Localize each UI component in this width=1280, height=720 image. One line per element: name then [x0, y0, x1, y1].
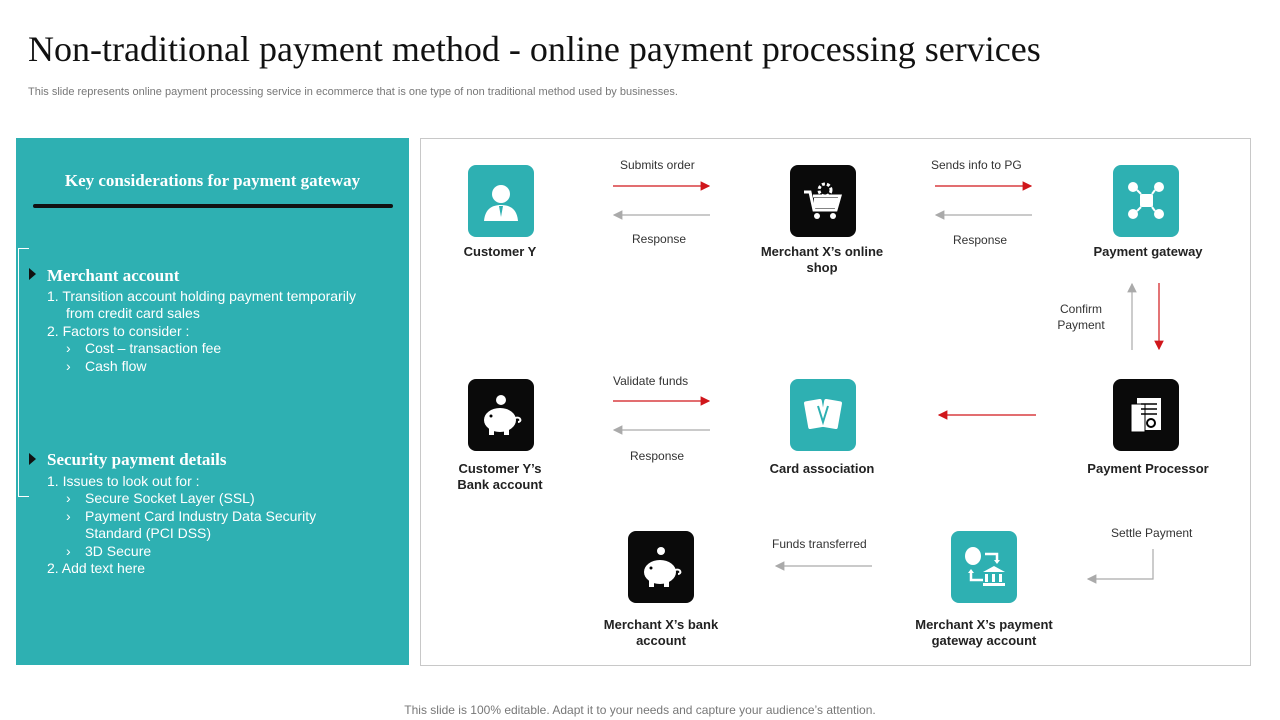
node-label-payment-gateway: Payment gateway [1093, 244, 1203, 259]
edge-label-response: Response [632, 232, 687, 246]
payment-gateway-icon [1113, 165, 1179, 237]
node-label-merchant-bank-line2: account [636, 633, 686, 648]
list-item: Payment Card Industry Data Security [85, 508, 317, 524]
node-label-customer-bank-line1: Customer Y’s [458, 461, 542, 476]
panel-heading: Key considerations for payment gateway [64, 171, 361, 190]
node-label-gateway-account [909, 617, 1059, 649]
section-title-security-payment: Security payment details [47, 450, 227, 469]
shopping-cart-icon [790, 165, 856, 237]
chevron-right-icon: › [66, 543, 71, 559]
node-label-customer-bank [425, 461, 575, 493]
list-item: 2. Add text here [47, 560, 146, 576]
list-item: 2. Factors to consider : [47, 323, 190, 339]
edge-label-funds-transferred: Funds transferred [772, 537, 867, 551]
list-item: Cash flow [85, 358, 147, 374]
node-label-customer-bank-line2: Bank account [457, 477, 543, 492]
piggy-bank-icon [468, 379, 534, 451]
node-label-online-shop-line1: Merchant X’s online [760, 244, 884, 259]
chevron-right-icon: › [66, 508, 71, 524]
node-label-gateway-account-line2: gateway account [931, 633, 1037, 648]
list-item: 1. Issues to look out for : [47, 473, 200, 489]
node-label-payment-processor: Payment Processor [1087, 461, 1209, 476]
node-label-merchant-bank-line1: Merchant X’s bank [603, 617, 719, 632]
chevron-right-icon: › [66, 340, 71, 356]
document-processor-icon [1113, 379, 1179, 451]
list-item: Cost – transaction fee [85, 340, 222, 356]
chevron-right-icon: › [66, 490, 71, 506]
section-title-merchant-account: Merchant account [47, 266, 180, 285]
panel-bracket [18, 248, 29, 497]
credit-cards-icon [790, 379, 856, 451]
node-label-card-association: Card association [769, 461, 875, 476]
node-label-customer: Customer Y [463, 244, 537, 259]
node-label-online-shop [747, 244, 897, 276]
node-label-online-shop-line2: shop [806, 260, 838, 275]
node-label-merchant-bank [586, 617, 736, 649]
edge-label-response: Response [953, 233, 1008, 247]
list-item: 1. Transition account holding payment temporarily [47, 288, 356, 304]
list-item: from credit card sales [66, 305, 200, 321]
page-subtitle: This slide represents online payment processing service in ecommerce that is one type of non traditional method used by businesses. [28, 86, 678, 98]
chevron-right-icon: › [66, 358, 71, 374]
edge-label-sends-info: Sends info to PG [931, 158, 1022, 172]
edge-label-settle-payment: Settle Payment [1111, 526, 1193, 540]
considerations-panel [16, 138, 409, 665]
footer-note: This slide is 100% editable. Adapt it to your needs and capture your audience’s attention. [404, 703, 876, 717]
customer-icon [468, 165, 534, 237]
list-item: 3D Secure [85, 543, 152, 559]
triangle-bullet-icon [29, 268, 36, 280]
money-transfer-icon [951, 531, 1017, 603]
list-item: Secure Socket Layer (SSL) [85, 490, 255, 506]
edge-label-confirm-line2: Payment [1057, 318, 1105, 332]
edge-label-confirm-payment [1050, 301, 1112, 333]
edge-label-response: Response [630, 449, 685, 463]
node-label-gateway-account-line1: Merchant X’s payment [915, 617, 1053, 632]
edge-label-confirm-line1: Confirm [1059, 302, 1102, 316]
merchant-piggy-bank-icon [628, 531, 694, 603]
panel-divider [33, 204, 393, 208]
page-title: Non-traditional payment method - online payment processing services [28, 29, 1041, 69]
triangle-bullet-icon [29, 453, 36, 465]
edge-label-validate-funds: Validate funds [613, 374, 689, 388]
list-item: Standard (PCI DSS) [85, 525, 212, 541]
edge-label-submits-order: Submits order [620, 158, 695, 172]
